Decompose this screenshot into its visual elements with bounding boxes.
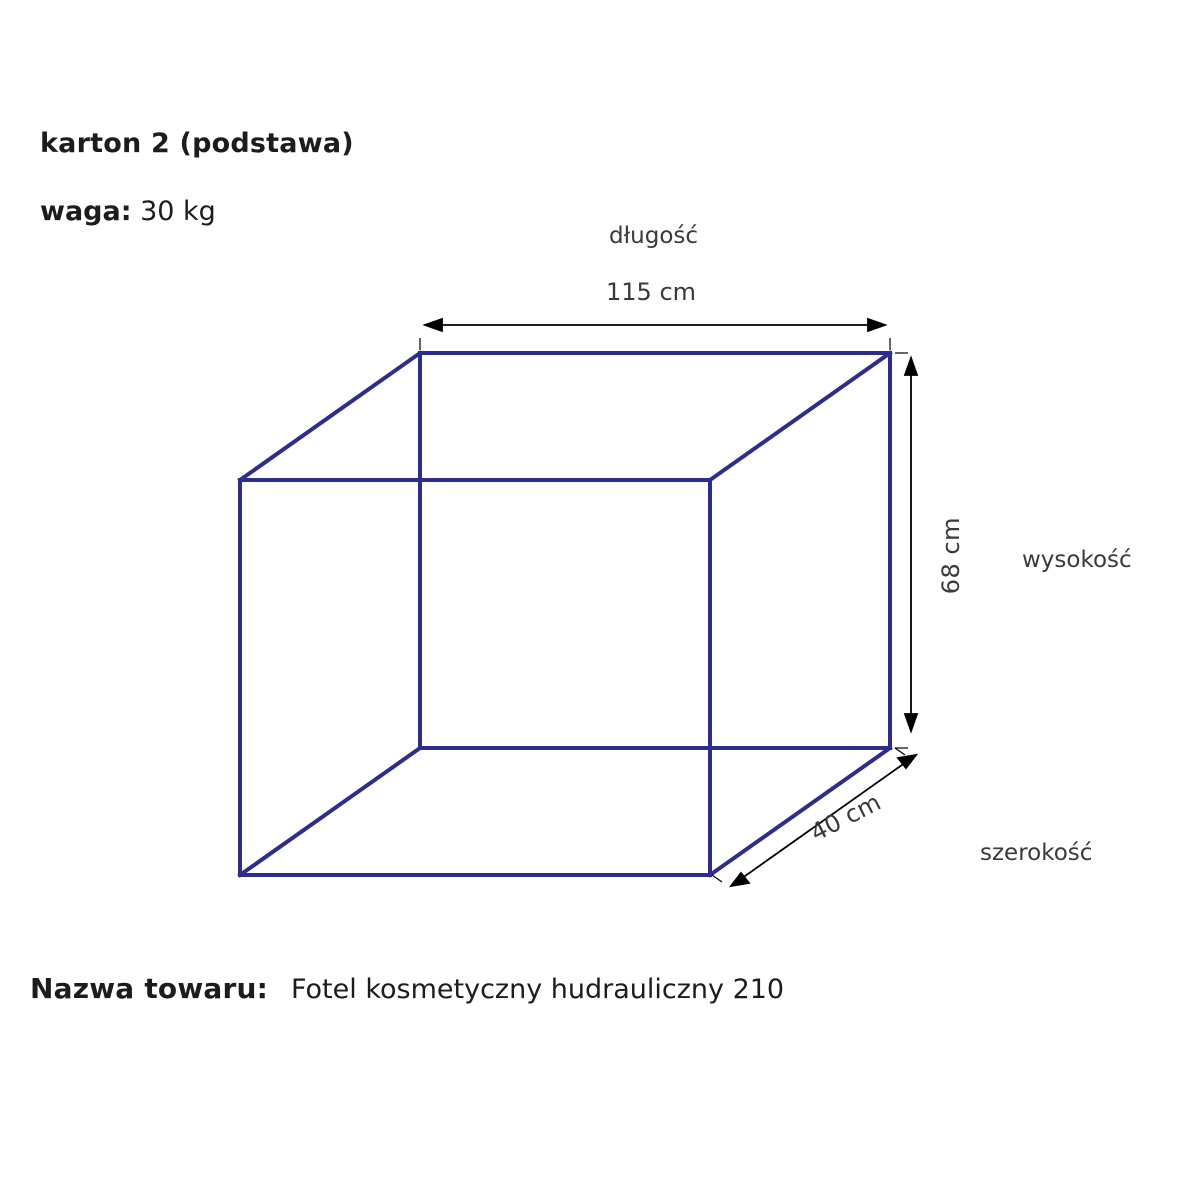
height-value-label: 68 cm [937, 517, 965, 595]
box-edges [240, 353, 890, 875]
height-name-label: wysokość [1022, 547, 1132, 573]
width-value-label: 40 cm [806, 788, 886, 847]
length-dimension-line [420, 319, 890, 350]
product-name-row [30, 972, 784, 1005]
box-front-face [240, 480, 710, 875]
product-name-label: Nazwa towaru: [30, 972, 269, 1005]
weight-value: 30 kg [140, 196, 216, 227]
width-name-label: szerokość [980, 840, 1093, 866]
length-name-label: długość [609, 223, 699, 249]
height-dimension-line [895, 353, 917, 748]
box-edge-top-left [240, 353, 420, 480]
box-edge-top-right [710, 353, 890, 480]
product-name-value: Fotel kosmetyczny hudrauliczny 210 [290, 974, 785, 1005]
box-back-face [420, 353, 890, 748]
page-title: karton 2 (podstawa) [40, 128, 354, 159]
box-edge-bottom-left [240, 748, 420, 875]
weight-label: waga: [40, 196, 132, 227]
length-value-label: 115 cm [606, 278, 697, 306]
